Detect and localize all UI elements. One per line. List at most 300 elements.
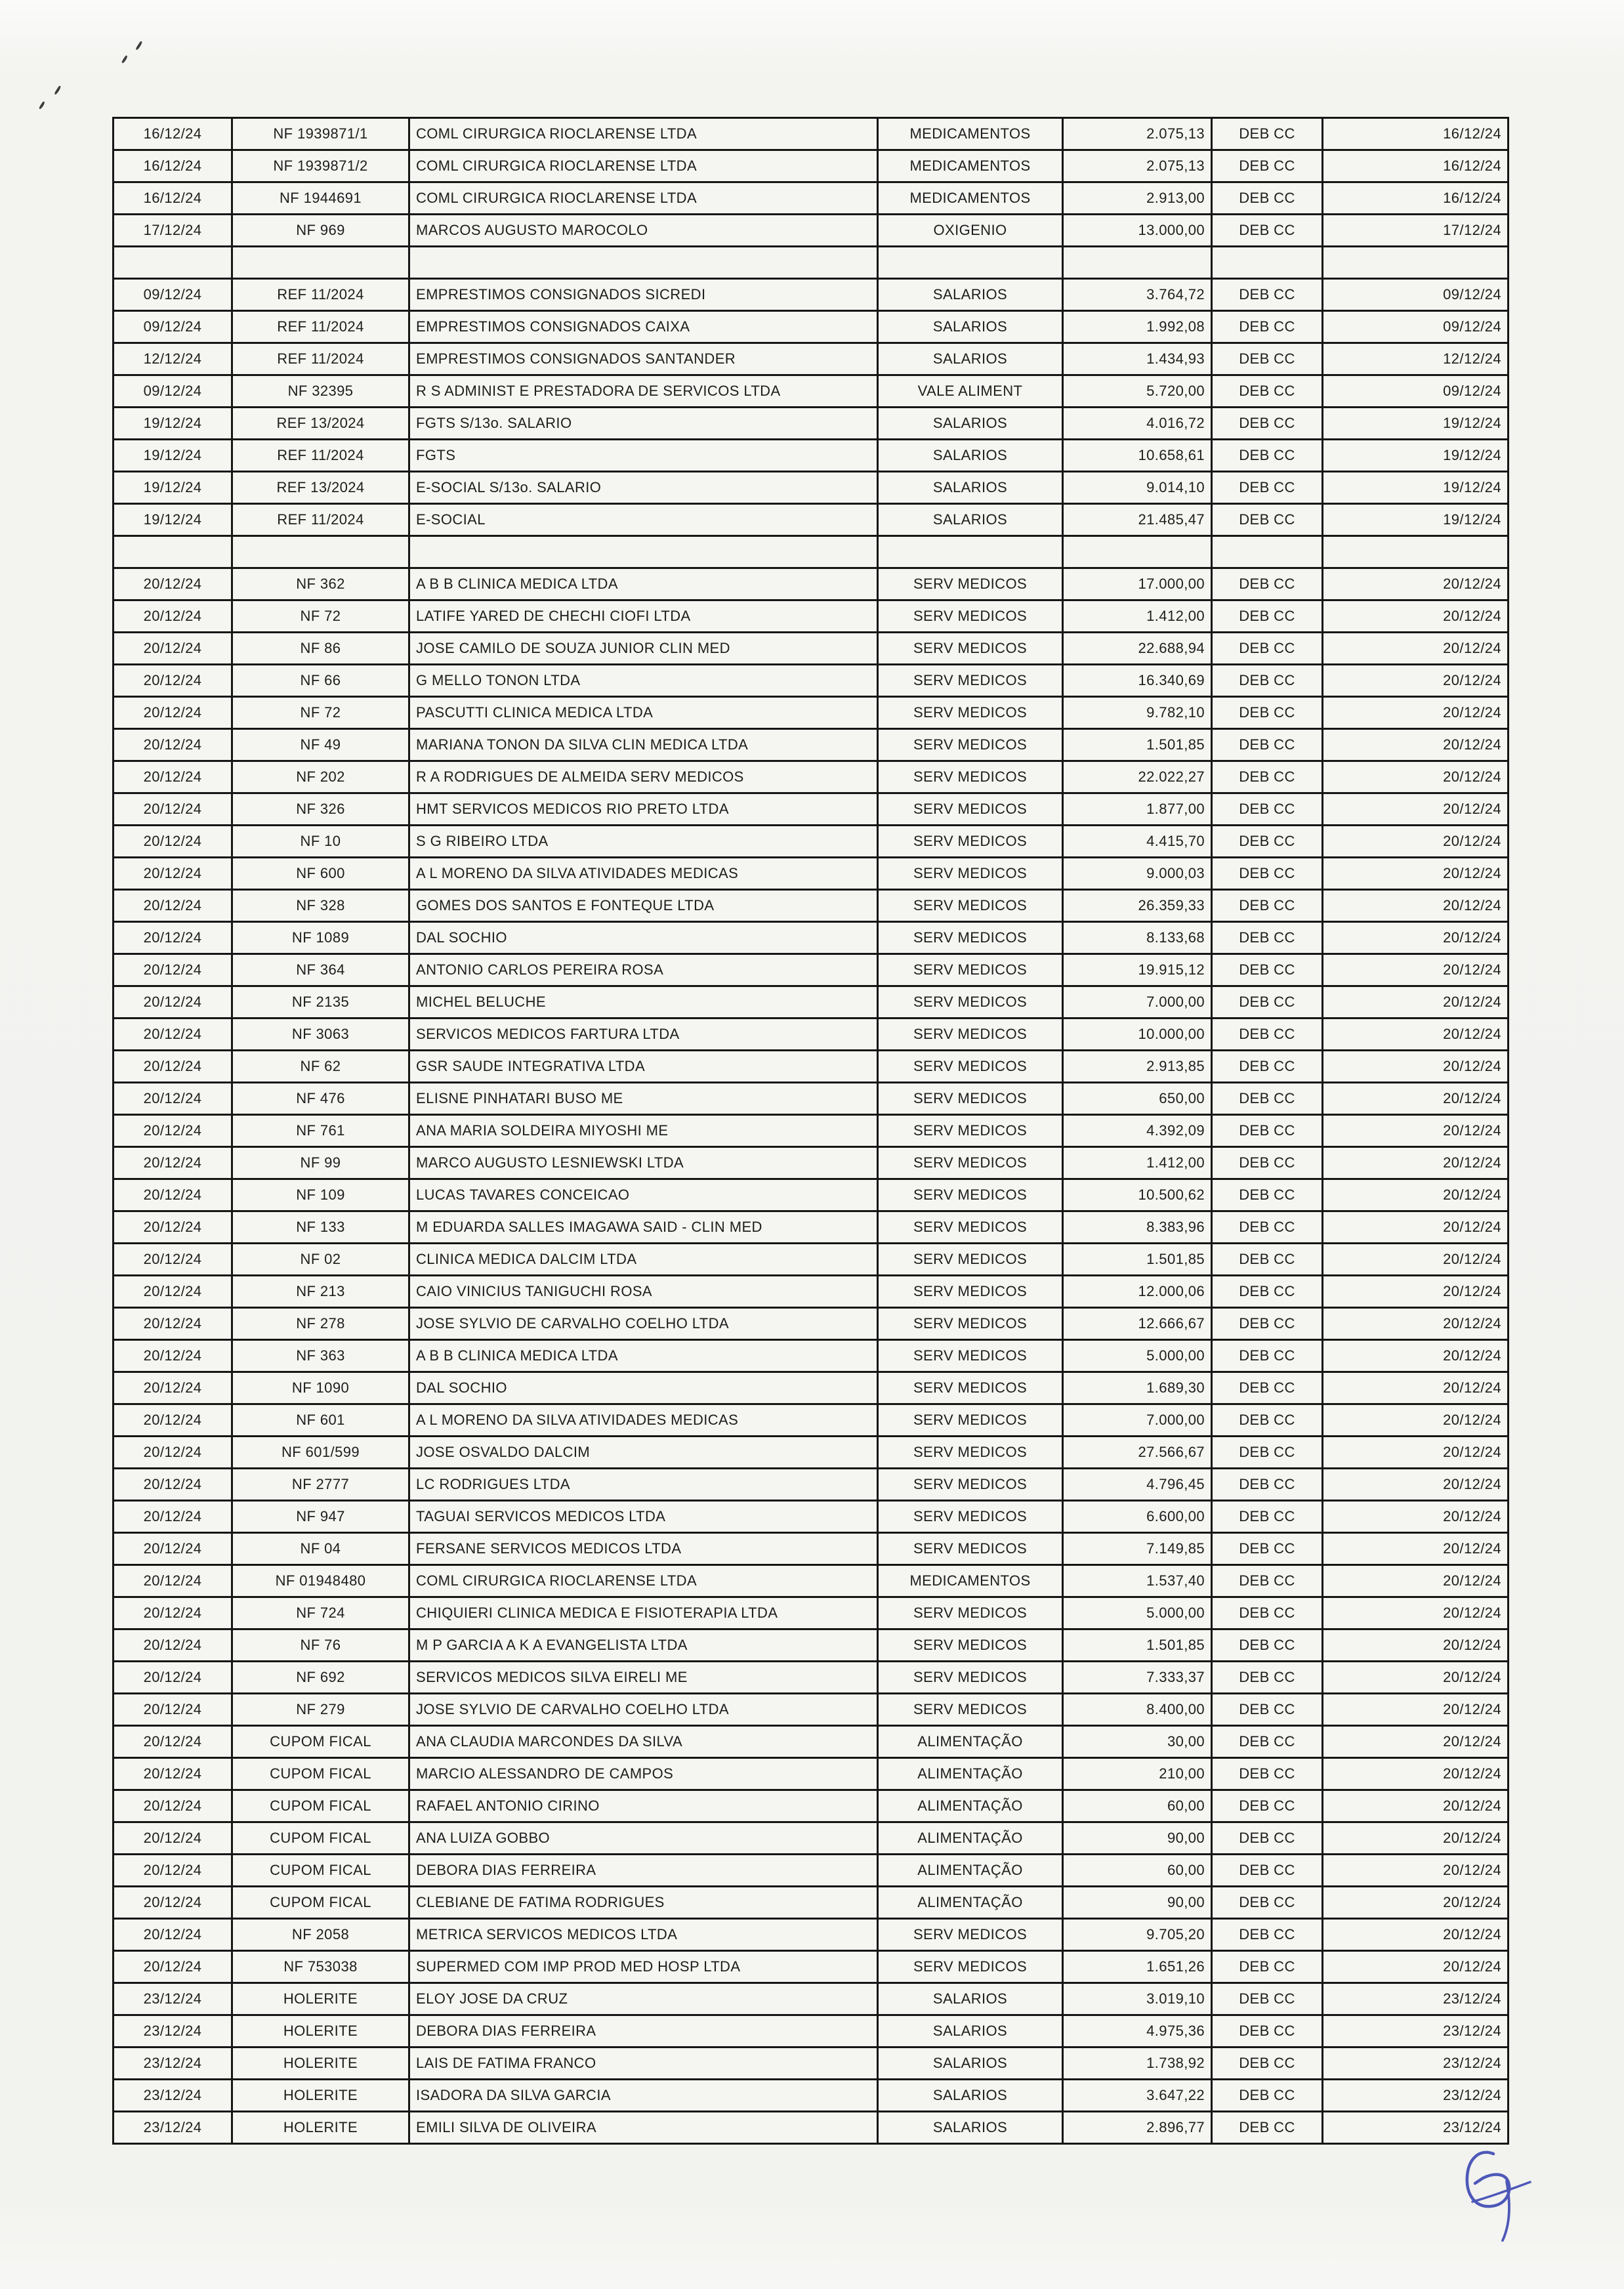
cell-payee: ELOY JOSE DA CRUZ: [409, 1983, 878, 2015]
cell-category: SERV MEDICOS: [878, 1211, 1063, 1244]
cell-amount: 2.913,85: [1063, 1051, 1212, 1083]
cell-document: HOLERITE: [232, 2048, 409, 2080]
cell-confirm-date: 09/12/24: [1323, 311, 1509, 343]
table-row: [114, 890, 1509, 922]
table-row: [114, 2048, 1509, 2080]
cell-document: CUPOM FICAL: [232, 1855, 409, 1887]
cell-payee: ISADORA DA SILVA GARCIA: [409, 2080, 878, 2112]
cell-confirm-date: 12/12/24: [1323, 343, 1509, 375]
cell-payee: M P GARCIA A K A EVANGELISTA LTDA: [409, 1629, 878, 1662]
cell-category: SERV MEDICOS: [878, 1244, 1063, 1276]
cell-payee: MICHEL BELUCHE: [409, 986, 878, 1018]
cell-amount: 5.000,00: [1063, 1340, 1212, 1372]
cell-debit-type: DEB CC: [1212, 1919, 1323, 1951]
cell-confirm-date: 20/12/24: [1323, 890, 1509, 922]
cell-payee: A L MORENO DA SILVA ATIVIDADES MEDICAS: [409, 858, 878, 890]
table-row: [114, 536, 1509, 568]
cell-confirm-date: 20/12/24: [1323, 1437, 1509, 1469]
cell-payment-date: 20/12/24: [114, 1822, 232, 1855]
cell-amount: 1.501,85: [1063, 1629, 1212, 1662]
cell-confirm-date: 20/12/24: [1323, 1147, 1509, 1179]
cell-category: SERV MEDICOS: [878, 1629, 1063, 1662]
cell-confirm-date: 20/12/24: [1323, 1726, 1509, 1758]
cell-document: NF 969: [232, 215, 409, 247]
cell-confirm-date: 23/12/24: [1323, 2080, 1509, 2112]
cell-category: SALARIOS: [878, 504, 1063, 536]
cell-payment-date: 20/12/24: [114, 922, 232, 954]
cell-debit-type: DEB CC: [1212, 343, 1323, 375]
cell-payee: JOSE OSVALDO DALCIM: [409, 1437, 878, 1469]
cell-confirm-date: 20/12/24: [1323, 600, 1509, 633]
cell-document: NF 32395: [232, 375, 409, 408]
cell-payee: CAIO VINICIUS TANIGUCHI ROSA: [409, 1276, 878, 1308]
table-row: [114, 1211, 1509, 1244]
ledger-body: [114, 118, 1509, 2144]
cell-document: CUPOM FICAL: [232, 1758, 409, 1790]
cell-debit-type: DEB CC: [1212, 1018, 1323, 1051]
cell-document: CUPOM FICAL: [232, 1887, 409, 1919]
cell-confirm-date: 20/12/24: [1323, 1404, 1509, 1437]
cell-debit-type: DEB CC: [1212, 150, 1323, 182]
table-row: [114, 1340, 1509, 1372]
cell-payment-date: 20/12/24: [114, 1276, 232, 1308]
table-row: [114, 1018, 1509, 1051]
cell-payee: DAL SOCHIO: [409, 1372, 878, 1404]
cell-debit-type: DEB CC: [1212, 793, 1323, 826]
cell-debit-type: DEB CC: [1212, 1051, 1323, 1083]
cell-payee: FGTS S/13o. SALARIO: [409, 408, 878, 440]
cell-category: SERV MEDICOS: [878, 1662, 1063, 1694]
table-row: [114, 568, 1509, 600]
cell-amount: 4.392,09: [1063, 1115, 1212, 1147]
cell-amount: 60,00: [1063, 1855, 1212, 1887]
cell-payment-date: 20/12/24: [114, 1887, 232, 1919]
cell-document: REF 13/2024: [232, 472, 409, 504]
cell-payment-date: 20/12/24: [114, 1211, 232, 1244]
cell-document: CUPOM FICAL: [232, 1822, 409, 1855]
cell-document: NF 753038: [232, 1951, 409, 1983]
cell-category: SERV MEDICOS: [878, 986, 1063, 1018]
cell-payee: METRICA SERVICOS MEDICOS LTDA: [409, 1919, 878, 1951]
cell-debit-type: DEB CC: [1212, 1726, 1323, 1758]
cell-payment-date: 23/12/24: [114, 2015, 232, 2048]
cell-payee: ELISNE PINHATARI BUSO ME: [409, 1083, 878, 1115]
table-row: [114, 1244, 1509, 1276]
cell-payee: COML CIRURGICA RIOCLARENSE LTDA: [409, 182, 878, 215]
cell-confirm-date: 20/12/24: [1323, 1887, 1509, 1919]
table-row: [114, 1629, 1509, 1662]
cell-debit-type: [1212, 536, 1323, 568]
cell-payment-date: 20/12/24: [114, 1565, 232, 1597]
cell-amount: 1.501,85: [1063, 729, 1212, 761]
cell-confirm-date: 20/12/24: [1323, 1340, 1509, 1372]
table-row: [114, 1597, 1509, 1629]
cell-payee: DEBORA DIAS FERREIRA: [409, 2015, 878, 2048]
cell-confirm-date: 20/12/24: [1323, 1083, 1509, 1115]
cell-confirm-date: [1323, 536, 1509, 568]
cell-payee: ANA CLAUDIA MARCONDES DA SILVA: [409, 1726, 878, 1758]
cell-amount: 1.689,30: [1063, 1372, 1212, 1404]
table-row: [114, 150, 1509, 182]
cell-payee: CLEBIANE DE FATIMA RODRIGUES: [409, 1887, 878, 1919]
table-row: [114, 440, 1509, 472]
cell-amount: 22.022,27: [1063, 761, 1212, 793]
cell-confirm-date: 20/12/24: [1323, 1790, 1509, 1822]
table-row: [114, 761, 1509, 793]
cell-confirm-date: 23/12/24: [1323, 2112, 1509, 2144]
cell-category: SALARIOS: [878, 279, 1063, 311]
table-row: [114, 1308, 1509, 1340]
cell-category: SERV MEDICOS: [878, 729, 1063, 761]
cell-category: SERV MEDICOS: [878, 1597, 1063, 1629]
cell-amount: 7.333,37: [1063, 1662, 1212, 1694]
cell-confirm-date: 20/12/24: [1323, 1533, 1509, 1565]
table-row: [114, 954, 1509, 986]
cell-confirm-date: 20/12/24: [1323, 1662, 1509, 1694]
table-row: [114, 1083, 1509, 1115]
cell-payee: MARCO AUGUSTO LESNIEWSKI LTDA: [409, 1147, 878, 1179]
cell-amount: 10.000,00: [1063, 1018, 1212, 1051]
cell-confirm-date: 20/12/24: [1323, 633, 1509, 665]
cell-document: NF 76: [232, 1629, 409, 1662]
cell-amount: 4.796,45: [1063, 1469, 1212, 1501]
table-row: [114, 1179, 1509, 1211]
table-row: [114, 408, 1509, 440]
cell-payment-date: 23/12/24: [114, 2112, 232, 2144]
cell-amount: 3.647,22: [1063, 2080, 1212, 2112]
cell-category: [878, 536, 1063, 568]
cell-amount: [1063, 536, 1212, 568]
cell-payment-date: 20/12/24: [114, 1629, 232, 1662]
cell-payment-date: 20/12/24: [114, 1340, 232, 1372]
cell-debit-type: DEB CC: [1212, 408, 1323, 440]
cell-category: SERV MEDICOS: [878, 697, 1063, 729]
cell-category: SERV MEDICOS: [878, 1308, 1063, 1340]
cell-category: SERV MEDICOS: [878, 793, 1063, 826]
cell-payment-date: 20/12/24: [114, 1919, 232, 1951]
cell-payee: EMPRESTIMOS CONSIGNADOS SANTANDER: [409, 343, 878, 375]
cell-document: NF 62: [232, 1051, 409, 1083]
cell-confirm-date: 20/12/24: [1323, 1276, 1509, 1308]
cell-category: SERV MEDICOS: [878, 1919, 1063, 1951]
pen-tick-mark: [121, 55, 128, 64]
cell-payment-date: 09/12/24: [114, 279, 232, 311]
cell-document: REF 11/2024: [232, 279, 409, 311]
cell-document: REF 11/2024: [232, 343, 409, 375]
cell-amount: 7.000,00: [1063, 986, 1212, 1018]
cell-document: REF 11/2024: [232, 440, 409, 472]
cell-payment-date: 09/12/24: [114, 375, 232, 408]
table-row: [114, 1437, 1509, 1469]
cell-confirm-date: 20/12/24: [1323, 1211, 1509, 1244]
cell-debit-type: DEB CC: [1212, 568, 1323, 600]
cell-debit-type: DEB CC: [1212, 1308, 1323, 1340]
cell-confirm-date: 20/12/24: [1323, 1694, 1509, 1726]
cell-confirm-date: 17/12/24: [1323, 215, 1509, 247]
cell-payee: SERVICOS MEDICOS SILVA EIRELI ME: [409, 1662, 878, 1694]
pen-tick-mark: [135, 41, 142, 51]
cell-amount: 13.000,00: [1063, 215, 1212, 247]
table-row: [114, 1822, 1509, 1855]
cell-payment-date: 19/12/24: [114, 472, 232, 504]
cell-document: NF 947: [232, 1501, 409, 1533]
cell-document: [232, 536, 409, 568]
cell-category: SERV MEDICOS: [878, 1018, 1063, 1051]
cell-confirm-date: 20/12/24: [1323, 1919, 1509, 1951]
cell-category: SALARIOS: [878, 2015, 1063, 2048]
cell-payee: COML CIRURGICA RIOCLARENSE LTDA: [409, 150, 878, 182]
cell-confirm-date: 20/12/24: [1323, 1469, 1509, 1501]
cell-amount: 60,00: [1063, 1790, 1212, 1822]
cell-amount: 90,00: [1063, 1822, 1212, 1855]
cell-confirm-date: 16/12/24: [1323, 118, 1509, 150]
cell-document: CUPOM FICAL: [232, 1726, 409, 1758]
table-row: [114, 1919, 1509, 1951]
cell-confirm-date: 20/12/24: [1323, 1855, 1509, 1887]
cell-payee: FGTS: [409, 440, 878, 472]
cell-amount: 2.913,00: [1063, 182, 1212, 215]
cell-category: MEDICAMENTOS: [878, 182, 1063, 215]
table-row: [114, 1372, 1509, 1404]
cell-confirm-date: 20/12/24: [1323, 1565, 1509, 1597]
table-row: [114, 182, 1509, 215]
cell-confirm-date: 20/12/24: [1323, 1372, 1509, 1404]
cell-amount: 1.877,00: [1063, 793, 1212, 826]
cell-payee: [409, 536, 878, 568]
cell-debit-type: DEB CC: [1212, 922, 1323, 954]
cell-document: NF 202: [232, 761, 409, 793]
cell-category: SERV MEDICOS: [878, 665, 1063, 697]
cell-confirm-date: 09/12/24: [1323, 375, 1509, 408]
cell-category: VALE ALIMENT: [878, 375, 1063, 408]
cell-document: NF 01948480: [232, 1565, 409, 1597]
cell-debit-type: DEB CC: [1212, 826, 1323, 858]
cell-debit-type: DEB CC: [1212, 890, 1323, 922]
cell-payment-date: 20/12/24: [114, 697, 232, 729]
cell-confirm-date: 20/12/24: [1323, 1115, 1509, 1147]
cell-confirm-date: 20/12/24: [1323, 986, 1509, 1018]
cell-confirm-date: 20/12/24: [1323, 1244, 1509, 1276]
cell-document: NF 72: [232, 600, 409, 633]
pen-tick-mark: [39, 101, 45, 110]
cell-debit-type: DEB CC: [1212, 1244, 1323, 1276]
cell-document: NF 1090: [232, 1372, 409, 1404]
cell-debit-type: DEB CC: [1212, 1629, 1323, 1662]
cell-debit-type: DEB CC: [1212, 1662, 1323, 1694]
cell-confirm-date: 20/12/24: [1323, 793, 1509, 826]
cell-document: HOLERITE: [232, 2112, 409, 2144]
cell-confirm-date: 20/12/24: [1323, 1501, 1509, 1533]
cell-category: SERV MEDICOS: [878, 1469, 1063, 1501]
cell-confirm-date: 20/12/24: [1323, 1179, 1509, 1211]
cell-document: NF 86: [232, 633, 409, 665]
table-row: [114, 311, 1509, 343]
cell-payment-date: 16/12/24: [114, 118, 232, 150]
cell-document: NF 328: [232, 890, 409, 922]
cell-payee: G MELLO TONON LTDA: [409, 665, 878, 697]
cell-debit-type: DEB CC: [1212, 440, 1323, 472]
cell-debit-type: DEB CC: [1212, 215, 1323, 247]
cell-amount: 10.500,62: [1063, 1179, 1212, 1211]
cell-debit-type: DEB CC: [1212, 986, 1323, 1018]
table-row: [114, 247, 1509, 279]
cell-document: NF 2058: [232, 1919, 409, 1951]
table-row: [114, 118, 1509, 150]
cell-amount: 9.000,03: [1063, 858, 1212, 890]
cell-confirm-date: 19/12/24: [1323, 472, 1509, 504]
cell-amount: 21.485,47: [1063, 504, 1212, 536]
cell-confirm-date: 23/12/24: [1323, 2015, 1509, 2048]
cell-document: NF 10: [232, 826, 409, 858]
cell-category: SERV MEDICOS: [878, 1179, 1063, 1211]
cell-category: SERV MEDICOS: [878, 1694, 1063, 1726]
cell-debit-type: DEB CC: [1212, 1694, 1323, 1726]
cell-debit-type: DEB CC: [1212, 954, 1323, 986]
table-row: [114, 215, 1509, 247]
cell-category: SERV MEDICOS: [878, 1276, 1063, 1308]
cell-document: HOLERITE: [232, 2080, 409, 2112]
cell-confirm-date: 20/12/24: [1323, 1758, 1509, 1790]
cell-category: SERV MEDICOS: [878, 1404, 1063, 1437]
cell-payee: MARCIO ALESSANDRO DE CAMPOS: [409, 1758, 878, 1790]
cell-category: SERV MEDICOS: [878, 600, 1063, 633]
cell-debit-type: DEB CC: [1212, 2048, 1323, 2080]
cell-confirm-date: 09/12/24: [1323, 279, 1509, 311]
cell-document: NF 476: [232, 1083, 409, 1115]
cell-payment-date: 20/12/24: [114, 1790, 232, 1822]
table-row: [114, 1404, 1509, 1437]
cell-document: NF 326: [232, 793, 409, 826]
cell-category: SERV MEDICOS: [878, 890, 1063, 922]
cell-payment-date: 20/12/24: [114, 1083, 232, 1115]
table-row: [114, 1115, 1509, 1147]
table-row: [114, 600, 1509, 633]
cell-payment-date: 19/12/24: [114, 408, 232, 440]
table-row: [114, 1855, 1509, 1887]
cell-amount: 30,00: [1063, 1726, 1212, 1758]
table-row: [114, 1758, 1509, 1790]
table-row: [114, 1790, 1509, 1822]
table-row: [114, 1501, 1509, 1533]
cell-payee: LUCAS TAVARES CONCEICAO: [409, 1179, 878, 1211]
cell-payment-date: 16/12/24: [114, 182, 232, 215]
cell-document: NF 02: [232, 1244, 409, 1276]
cell-amount: 4.016,72: [1063, 408, 1212, 440]
cell-debit-type: DEB CC: [1212, 1822, 1323, 1855]
cell-category: SALARIOS: [878, 311, 1063, 343]
cell-payment-date: 20/12/24: [114, 858, 232, 890]
cell-confirm-date: 16/12/24: [1323, 150, 1509, 182]
cell-debit-type: DEB CC: [1212, 1340, 1323, 1372]
table-row: [114, 1694, 1509, 1726]
cell-amount: 210,00: [1063, 1758, 1212, 1790]
cell-confirm-date: 20/12/24: [1323, 922, 1509, 954]
cell-payee: R S ADMINIST E PRESTADORA DE SERVICOS LTDA: [409, 375, 878, 408]
table-row: [114, 343, 1509, 375]
cell-debit-type: DEB CC: [1212, 504, 1323, 536]
cell-confirm-date: 20/12/24: [1323, 1018, 1509, 1051]
cell-amount: 8.400,00: [1063, 1694, 1212, 1726]
cell-document: NF 362: [232, 568, 409, 600]
cell-confirm-date: 20/12/24: [1323, 729, 1509, 761]
cell-category: SERV MEDICOS: [878, 1051, 1063, 1083]
cell-amount: 10.658,61: [1063, 440, 1212, 472]
cell-debit-type: DEB CC: [1212, 2080, 1323, 2112]
cell-payment-date: 23/12/24: [114, 2080, 232, 2112]
cell-payee: ANA MARIA SOLDEIRA MIYOSHI ME: [409, 1115, 878, 1147]
table-row: [114, 697, 1509, 729]
cell-payee: R A RODRIGUES DE ALMEIDA SERV MEDICOS: [409, 761, 878, 793]
table-row: [114, 793, 1509, 826]
cell-payment-date: 20/12/24: [114, 665, 232, 697]
cell-payment-date: 20/12/24: [114, 1951, 232, 1983]
table-row: [114, 1887, 1509, 1919]
cell-amount: 1.412,00: [1063, 1147, 1212, 1179]
cell-confirm-date: 20/12/24: [1323, 1051, 1509, 1083]
cell-debit-type: DEB CC: [1212, 1469, 1323, 1501]
cell-payee: MARCOS AUGUSTO MAROCOLO: [409, 215, 878, 247]
cell-amount: 1.412,00: [1063, 600, 1212, 633]
cell-document: NF 109: [232, 1179, 409, 1211]
cell-payee: LC RODRIGUES LTDA: [409, 1469, 878, 1501]
table-row: [114, 1951, 1509, 1983]
cell-payment-date: 20/12/24: [114, 1855, 232, 1887]
cell-payment-date: 20/12/24: [114, 1437, 232, 1469]
cell-amount: 22.688,94: [1063, 633, 1212, 665]
cell-payment-date: 23/12/24: [114, 2048, 232, 2080]
cell-amount: 4.975,36: [1063, 2015, 1212, 2048]
cell-confirm-date: 20/12/24: [1323, 761, 1509, 793]
cell-amount: 90,00: [1063, 1887, 1212, 1919]
cell-payment-date: 09/12/24: [114, 311, 232, 343]
cell-amount: 9.014,10: [1063, 472, 1212, 504]
cell-category: MEDICAMENTOS: [878, 1565, 1063, 1597]
table-row: [114, 2015, 1509, 2048]
cell-payee: E-SOCIAL: [409, 504, 878, 536]
cell-category: SALARIOS: [878, 440, 1063, 472]
cell-amount: 2.075,13: [1063, 150, 1212, 182]
cell-payment-date: 20/12/24: [114, 1694, 232, 1726]
table-row: [114, 826, 1509, 858]
cell-amount: 1.738,92: [1063, 2048, 1212, 2080]
cell-debit-type: DEB CC: [1212, 1115, 1323, 1147]
table-row: [114, 1051, 1509, 1083]
cell-document: NF 278: [232, 1308, 409, 1340]
cell-debit-type: DEB CC: [1212, 1276, 1323, 1308]
cell-confirm-date: 20/12/24: [1323, 826, 1509, 858]
cell-debit-type: DEB CC: [1212, 1597, 1323, 1629]
cell-payee: A B B CLINICA MEDICA LTDA: [409, 568, 878, 600]
cell-document: NF 1089: [232, 922, 409, 954]
cell-payee: CLINICA MEDICA DALCIM LTDA: [409, 1244, 878, 1276]
cell-document: NF 72: [232, 697, 409, 729]
cell-amount: 8.133,68: [1063, 922, 1212, 954]
cell-payee: DEBORA DIAS FERREIRA: [409, 1855, 878, 1887]
cell-category: ALIMENTAÇÃO: [878, 1822, 1063, 1855]
cell-payee: CHIQUIERI CLINICA MEDICA E FISIOTERAPIA LTDA: [409, 1597, 878, 1629]
cell-payee: RAFAEL ANTONIO CIRINO: [409, 1790, 878, 1822]
cell-debit-type: DEB CC: [1212, 600, 1323, 633]
cell-category: SERV MEDICOS: [878, 568, 1063, 600]
cell-confirm-date: 20/12/24: [1323, 1951, 1509, 1983]
cell-confirm-date: 23/12/24: [1323, 2048, 1509, 2080]
cell-confirm-date: 16/12/24: [1323, 182, 1509, 215]
cell-document: NF 600: [232, 858, 409, 890]
cell-confirm-date: 23/12/24: [1323, 1983, 1509, 2015]
cell-amount: [1063, 247, 1212, 279]
cell-payment-date: 20/12/24: [114, 1469, 232, 1501]
cell-amount: 2.075,13: [1063, 118, 1212, 150]
